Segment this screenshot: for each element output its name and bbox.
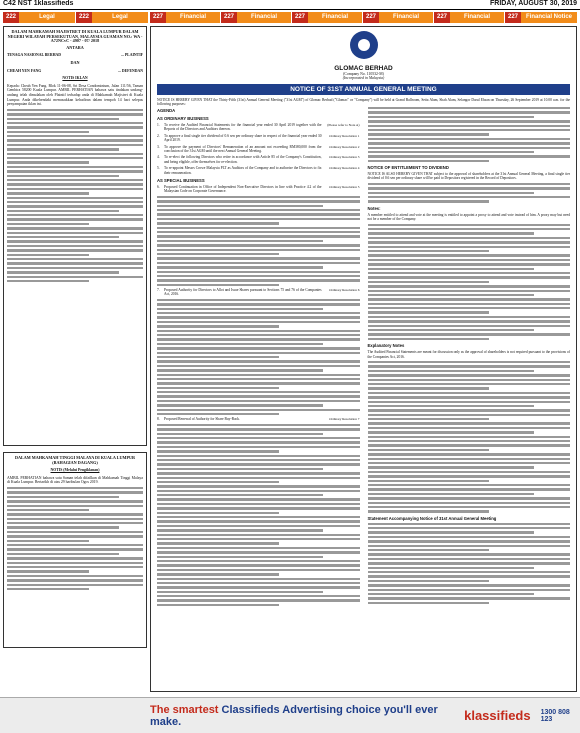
agenda-item: 6. Proposed Continuation in Office of Independent Non-Executive Directors in line with Practice 4.2 of the Malaysian Code on Corporate Governance. Ordinary Resolution 5 [157, 185, 360, 194]
agenda-item: 2. To approve a final single tier dividend of 0.6 sen per ordinary share in respect of the financial year ended 30 April 2019. Ordinary Resolution 1 [157, 133, 360, 143]
notes-heading: Notes: [367, 205, 381, 211]
legal-text-block [7, 487, 143, 590]
agenda-item: 3. To approve the payment of Directors' Remuneration of an amount not exceeding RM380,000 from the conclusion of the 31st AGM until the next Annual General Meeting. Ordinary Resolution 2 [157, 144, 360, 154]
section-tab: 227 Financial Notice [505, 12, 577, 23]
agenda-heading: AGENDA [157, 108, 176, 113]
legal-body: AMBIL PERHATIAN bahawa satu Saman telah difailkan di Mahkamah Tinggi Malaya di Kuala Lumpur. Bertarikh di atas 29 haribulan Ogos 2019. [7, 475, 143, 485]
phone-number: 1300 808 123 [540, 708, 570, 723]
notice-right-column [368, 105, 571, 608]
explanatory-heading: Explanatory Notes [367, 343, 405, 349]
glomac-logo-icon [350, 31, 378, 59]
agm-banner: NOTICE OF 31ST ANNUAL GENERAL MEETING [157, 84, 570, 95]
agm-notice [150, 26, 577, 692]
entitlement-heading: NOTICE OF ENTITLEMENT TO DIVIDEND [367, 165, 449, 171]
court-heading: DALAM MAHKAMAH MAJISTRET DI KUALA LUMPUR DALAM NEGERI WILAYAH PERSEKUTUAN, MALAYSIA GUAMAN NO.: WA - A72NCvC - 4907 - 07/ 2018 [7, 29, 143, 44]
company-name: GLOMAC BERHAD [334, 65, 393, 72]
legal-notice-2 [3, 452, 147, 648]
resolution-text-block [368, 107, 571, 162]
legal-notice-1 [3, 26, 147, 446]
notice-columns [157, 105, 570, 608]
statement-heading: Statement Accompanying Notice of 31st Annual General Meeting [367, 515, 497, 521]
defendant: CHEAH YEN FANG ... DEFENDAN [7, 68, 143, 73]
masthead-date: FRIDAY, AUGUST 30, 2019 [489, 0, 577, 7]
classifieds-banner [0, 697, 580, 733]
antara-label: ANTARA [66, 44, 84, 50]
section-tab: 227 Financial Notice [363, 12, 433, 23]
section-tab: 222 Legal [76, 12, 148, 23]
ordinary-heading: AS ORDINARY BUSINESS [157, 116, 209, 121]
incorporation: (Incorporated in Malaysia) [342, 76, 385, 80]
resolution-text-block [157, 299, 360, 416]
notes-text: A member entitled to attend and vote at the meeting is entitled to appoint a proxy to attend and vote instead of him. A proxy may but need not be a member of the Company. [367, 212, 570, 222]
legal-text-block [7, 109, 143, 283]
agenda-item: 1. To receive the Audited Financial Statements for the financial year ended 30 April 2019 together with the Reports of the Directors and Auditors thereon. (Please refer to Note A) [157, 123, 360, 132]
agenda-item: 8. Proposed Renewal of Authority for Share Buy-Back. Ordinary Resolution 7 [157, 417, 360, 422]
notis-heading: NOTIS (Melalui Pengiklanan) [50, 468, 100, 473]
company-header [151, 27, 576, 80]
section-tab: 227 Financial Notice [434, 12, 504, 23]
statement-text-block [368, 523, 571, 604]
klassifieds-logo: klassifieds [464, 708, 531, 723]
explanatory-text: The Audited Financial Statements are meant for discussion only as the approval of shareholders is not required pursuant to the provisions of the Companies Act, 2016. [367, 350, 570, 359]
masthead [0, 0, 580, 10]
resolution-text-block [157, 424, 360, 606]
notice-left-column [157, 105, 360, 608]
masthead-left: C42 NST 1klassifieds [3, 0, 74, 7]
agm-intro: NOTICE IS HEREBY GIVEN THAT the Thirty-Fifth (31st) Annual General Meeting ("31st AGM") of Glomac Berhad ("Glomac" or "Company") will be held at Grand Ballroom, Setia Alam, Shah Alam, Selangor Darul Ehsan on Thursday, 26 September 2019 at 10.00 a.m. for the following purposes: [157, 98, 570, 107]
agenda-item: 7. Proposed Authority for Directors to Allot and Issue Shares pursuant to Sections 75 and 76 of the Companies Act, 2016. Ordinary Resolution 6 [157, 288, 360, 297]
entitlement-text-block [368, 183, 571, 203]
section-tab: 222 Legal [3, 12, 75, 23]
company-number: (Company No. 110532-M) [343, 72, 384, 76]
plaintiff: TENAGA NASIONAL BERHAD ... PLAINTIF [7, 53, 143, 58]
section-tab: 227 Financial Notice [221, 12, 291, 23]
section-tab: 227 Financial Notice [150, 12, 220, 23]
agenda-item: 4. To re-elect the following Directors who retire in accordance with Article 85 of the Company's Constitution, and being eligible, offer themselves for re-election. Ordinary Resolution 3 [157, 155, 360, 164]
agenda-item: 5. To re-appoint Messrs Crowe Malaysia PLT as Auditors of the Company and to authorise the Directors to fix their remuneration. Ordinary Resolution 4 [157, 166, 360, 175]
special-heading: AS SPECIAL BUSINESS [157, 178, 205, 184]
section-tab: 227 Financial Notice [292, 12, 362, 23]
explanatory-text-block [368, 361, 571, 513]
entitlement-text: NOTICE IS ALSO HEREBY GIVEN THAT subject to the approval of shareholders at the 31st Annual General Meeting, a final single tier dividend of 0.6 sen per ordinary share will be paid to Depositors registered in the Record of Depositors. [367, 172, 570, 181]
banner-slogan: The smartest Classifieds Advertising choice you'll ever make. [150, 703, 438, 728]
legal-body: Kepada: Cheah Yen Fang. Blok 11-06-08, Sri Desa Condominium, Jalan 111/56, Taman Gembira 58200 Kuala Lumpur. AMBIL PERHATIAN bahawa satu tindakan undang-undang telah dimulakan oleh Plaintif terhadap anda di Mahkamah Majistret di Kuala Lumpur. Anda dikehendaki memasukkan kehadiran dalam tempoh 14 hari selepas penyampaian iklan ini. [7, 83, 143, 107]
resolution-text-block [157, 196, 360, 286]
court-heading: DALAM MAHKAMAH TINGGI MALAYA DI KUALA LUMPUR (BAHAGIAN DAGANG) [14, 455, 136, 465]
dan-label: DAN [70, 59, 80, 65]
notes-text-block [368, 224, 571, 341]
legal-column [3, 26, 147, 648]
notis-heading: NOTIS IKLAN [62, 76, 88, 81]
